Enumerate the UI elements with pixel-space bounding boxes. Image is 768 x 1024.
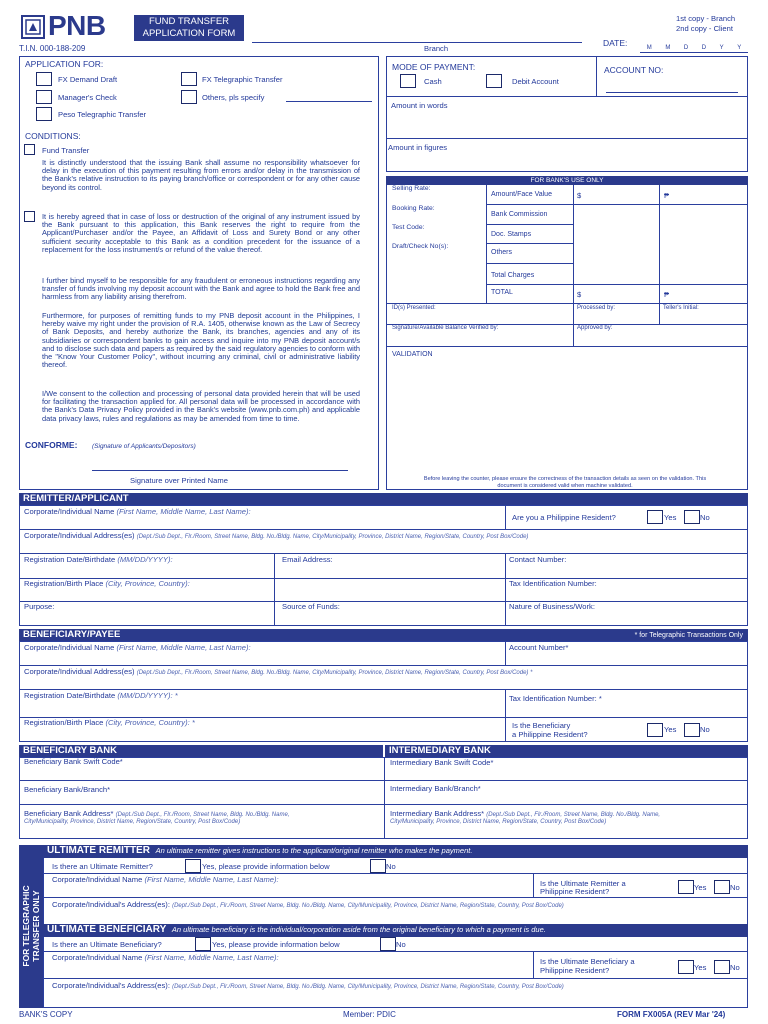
- bene-bank-branch-label: Beneficiary Bank/Branch*: [24, 785, 111, 794]
- beneficiary-title: [19, 629, 748, 641]
- beneficiary-grid-line: [19, 689, 748, 690]
- managers-check-checkbox[interactable]: [36, 90, 52, 104]
- ultimate-remitter-no-checkbox[interactable]: [370, 859, 386, 873]
- date-field[interactable]: [640, 38, 748, 53]
- remitter-reg-date-label: [24, 555, 173, 564]
- beneficiary-reg-date-label: [24, 691, 178, 700]
- inter-bank-address-hint: (Dept./Sub Dept., Flr./Room, Street Name, Bldg. No./Bldg. Name,: [486, 812, 661, 818]
- application-for-title: APPLICATION FOR:: [25, 59, 104, 69]
- bank-divider: [384, 757, 385, 839]
- inter-bank-address-hint-2: City/Municipality, Province, District Name, Region/State, Country, Post Box/Code): [390, 819, 607, 825]
- form-title: FUND TRANSFER APPLICATION FORM: [134, 15, 244, 41]
- ultimate-beneficiary-no-checkbox[interactable]: [380, 937, 396, 951]
- remitter-box: [19, 505, 748, 626]
- ur-resident-no-checkbox[interactable]: [714, 880, 730, 894]
- tellers-initial-label: Teller's Initial:: [663, 305, 699, 311]
- dollar-sign: $: [577, 191, 582, 200]
- bene-bank-address-hint-2: City/Municipality, Province, District Name, Region/State, Country, Post Box/Code): [24, 819, 241, 825]
- cash-checkbox[interactable]: [400, 74, 416, 88]
- ultimate-remitter-title: ULTIMATE REMITTER: [47, 845, 150, 856]
- branch-label: Branch: [424, 44, 449, 53]
- intermediary-bank-title: INTERMEDIARY BANK: [385, 745, 748, 757]
- fx-demand-checkbox[interactable]: [36, 72, 52, 86]
- ub-resident-no-label: No: [730, 963, 740, 972]
- inter-bank-branch-label: Intermediary Bank/Branch*: [390, 784, 481, 793]
- telegraphic-side-text-1: FOR TELEGRAPHIC: [21, 885, 31, 967]
- bene-bank-address-hint: (Dept./Sub Dept., Flr./Room, Street Name, Bldg. No./Bldg. Name,: [115, 812, 290, 818]
- conforme-hint: (Signature of Applicants/Depositors): [92, 443, 196, 450]
- ur-address-label: [52, 900, 564, 911]
- fx-telegraphic-checkbox[interactable]: [181, 72, 197, 86]
- bank-grid-line: [486, 185, 487, 303]
- doc-stamps-label: Doc. Stamps: [491, 231, 532, 238]
- ultimate-beneficiary-question: Is there an Ultimate Beneficiary?: [52, 940, 162, 949]
- beneficiary-resident-yes-checkbox[interactable]: [647, 723, 663, 737]
- cash-label: Cash: [424, 77, 442, 86]
- dollar-sign: $: [577, 290, 582, 299]
- beneficiary-name-label: [24, 643, 251, 652]
- beneficiary-name-hint: (First Name, Middle Name, Last Name):: [116, 643, 251, 652]
- bank-grid-line: [659, 185, 660, 325]
- remitter-address-text: Corporate/Individual Address(es): [24, 531, 135, 540]
- remitter-name-text: Corporate/Individual Name: [24, 507, 115, 516]
- beneficiary-address-label: [24, 667, 532, 678]
- debit-label: Debit Account: [512, 77, 559, 86]
- ur-resident-q2: Philippine Resident?: [540, 887, 610, 896]
- remitter-nature-label: Nature of Business/Work:: [509, 602, 595, 611]
- remitter-grid-line: [505, 553, 506, 626]
- remitter-source-label: Source of Funds:: [282, 602, 340, 611]
- remitter-title: REMITTER/APPLICANT: [19, 493, 748, 505]
- inter-bank-address-text: Intermediary Bank Address*: [390, 809, 485, 818]
- peso-sign: ₱: [664, 191, 670, 200]
- condition-para-3: I further bind myself to be responsible for any fraudulent or erroneous instructions regarding any transfer of funds involving my deposit account with the Bank and agree to hold the Bank free and harmless from any liability arising therefrom.: [42, 276, 360, 302]
- remitter-reg-place-text: Registration/Birth Place: [24, 579, 104, 588]
- ur-name-label: [52, 875, 279, 884]
- copy-branch: 1st copy - Branch: [676, 14, 736, 23]
- tt-grid-line: [43, 873, 748, 874]
- condition-para-1: It is distinctly understood that the issuing Bank shall assume no responsibility whatsoever for delay in the execution of this payment resulting from errors and/or delay in the transmission of the Bank's relative instruction to its paying branch/office or correspondent or for any other cause beyond its control.: [42, 158, 360, 192]
- tt-grid-line: [533, 951, 534, 978]
- date-char: D: [701, 45, 707, 51]
- amount-figures-label: Amount in figures: [388, 143, 448, 152]
- remitter-resident-no-checkbox[interactable]: [684, 510, 700, 524]
- others-charge-label: Others: [491, 249, 513, 256]
- beneficiary-grid-line: [505, 641, 506, 665]
- loss-agreement-checkbox[interactable]: [24, 211, 35, 222]
- amount-face-label: Amount/Face Value: [491, 191, 552, 198]
- remitter-grid-line: [19, 553, 748, 554]
- peso-sign: ₱: [664, 290, 670, 299]
- remitter-address-hint: (Dept./Sub Dept., Flr./Room, Street Name, Bldg. No./Bldg. Name, City/Municipality, Province, District Name, Region/State, Country, Post Box/Code): [136, 534, 529, 540]
- telegraphic-note: * for Telegraphic Transactions Only: [634, 632, 743, 639]
- tin: T.I.N. 000-188-209: [19, 44, 86, 53]
- date-char: M: [646, 45, 652, 51]
- remitter-grid-line: [274, 553, 275, 626]
- ultimate-remitter-question: Is there an Ultimate Remitter?: [52, 862, 153, 871]
- total-charges-label: Total Charges: [491, 272, 535, 279]
- signature-verified-label: Signature/Available Balance Verified by:: [392, 325, 499, 331]
- amount-words-label: Amount in words: [391, 101, 448, 110]
- fund-transfer-label: Fund Transfer: [42, 146, 90, 155]
- bene-bank-swift-label: Beneficiary Bank Swift Code*: [24, 757, 123, 766]
- ub-resident-no-checkbox[interactable]: [714, 960, 730, 974]
- member-pdic-label: Member: PDIC: [343, 1010, 396, 1019]
- remitter-grid-line: [505, 505, 506, 529]
- ultimate-beneficiary-header: [43, 924, 748, 937]
- beneficiary-resident-q2: a Philippine Resident?: [512, 730, 588, 739]
- mode-of-payment-title: MODE OF PAYMENT:: [392, 62, 476, 72]
- bank-grid-line: [486, 284, 748, 285]
- date-char: Y: [719, 45, 724, 51]
- remitter-email-label: Email Address:: [282, 555, 333, 564]
- ultimate-beneficiary-yes-checkbox[interactable]: [195, 937, 211, 951]
- remitter-name-hint: (First Name, Middle Name, Last Name):: [116, 507, 251, 516]
- ultimate-remitter-yes-checkbox[interactable]: [185, 859, 201, 873]
- payment-hline: [386, 96, 748, 97]
- brand-name: PNB: [48, 10, 106, 41]
- remitter-address-label: [24, 531, 528, 542]
- beneficiary-reg-place-label: [24, 718, 195, 727]
- ur-resident-q1: Is the Ultimate Remitter a: [540, 879, 626, 888]
- remitter-ph-resident-label: Are you a Philippine Resident?: [512, 513, 616, 522]
- date-char: D: [683, 45, 689, 51]
- beneficiary-title-text: BENEFICIARY/PAYEE: [23, 629, 121, 640]
- signature-label: Signature over Printed Name: [130, 476, 228, 485]
- condition-para-2: It is hereby agreed that in case of loss or destruction of the original of any instrument issued by the Bank pursuant to this application, this Bank reserves the right to require from the Applicant/Purchaser and/or the Payee, an Affidavit of Loss and Surety Bond or any other sufficient security acceptable to this Bank as a condition precedent for the issuance of a replacement for the loss instrument/s or refund of the value thereof.: [42, 212, 360, 254]
- remitter-purpose-label: Purpose:: [24, 602, 55, 611]
- managers-check-label: Manager's Check: [58, 93, 117, 102]
- beneficiary-reg-date-text: Registration Date/Birthdate: [24, 691, 116, 700]
- remitter-tin-label: Tax Identification Number:: [509, 579, 597, 588]
- branch-line: [252, 42, 582, 43]
- bank-grid-line: [486, 224, 573, 225]
- tt-grid-line: [43, 978, 748, 979]
- ub-address-label: [52, 981, 564, 992]
- fx-telegraphic-label: FX Telegraphic Transfer: [202, 75, 283, 84]
- ub-name-hint: (First Name, Middle Name, Last Name):: [144, 953, 279, 962]
- ub-address-hint: (Dept./Sub Dept., Flr./Room, Street Name, Bldg. No./Bldg. Name, City/Municipality, Province, District Name, Region/State, Country, Post Box/Code): [172, 984, 564, 990]
- date-char: Y: [737, 45, 742, 51]
- ub-address-text: Corporate/Individual's Address(es):: [52, 981, 170, 990]
- beneficiary-grid-line: [505, 689, 506, 742]
- payment-divider: [596, 56, 597, 96]
- beneficiary-account-label: Account Number*: [509, 643, 569, 652]
- bank-grid-line: [386, 303, 748, 304]
- ub-resident-yes-label: Yes: [694, 963, 707, 972]
- processed-by-label: Processed by:: [577, 305, 616, 311]
- remitter-name-label: [24, 507, 251, 516]
- beneficiary-reg-place-hint: (City, Province, Country): *: [105, 718, 195, 727]
- fund-transfer-checkbox[interactable]: [24, 144, 35, 155]
- beneficiary-resident-no-checkbox[interactable]: [684, 723, 700, 737]
- ultimate-beneficiary-no-label: No: [396, 940, 406, 949]
- others-checkbox[interactable]: [181, 90, 197, 104]
- beneficiary-address-text: Corporate/Individual Address(es): [24, 667, 135, 676]
- beneficiary-resident-q1: Is the Beneficiary: [512, 721, 571, 730]
- bank-grid-line: [19, 804, 748, 805]
- condition-para-5: I/We consent to the collection and processing of personal data provided herein that will be used for facilitating the transaction applied for. All personal data will be processed in accordance with the Bank's Data Privacy Policy provided in the Bank's website (www.pnb.com.ph) and applicable data privacy laws, rules and regulations as may be amended from time to time.: [42, 389, 360, 423]
- account-no-label: ACCOUNT NO:: [604, 65, 664, 75]
- remitter-yes-label: Yes: [664, 513, 677, 522]
- remitter-reg-place-hint: (City, Province, Country):: [105, 579, 190, 588]
- banks-copy-label: BANK'S COPY: [19, 1010, 73, 1019]
- test-code-label: Test Code:: [392, 224, 425, 231]
- telegraphic-side-label: [21, 885, 41, 966]
- copy-client: 2nd copy - Client: [676, 24, 733, 33]
- beneficiary-no-label: No: [700, 725, 710, 734]
- bank-grid-line: [486, 243, 573, 244]
- debit-checkbox[interactable]: [486, 74, 502, 88]
- payment-box: [386, 56, 748, 172]
- bene-bank-address-text: Beneficiary Bank Address*: [24, 809, 114, 818]
- ub-name-label: [52, 953, 279, 962]
- beneficiary-address-hint: (Dept./Sub Dept., Flr./Room, Street Name, Bldg. No./Bldg. Name, City/Municipality, Province, District Name, Region/State, Country, Post Box/Code) *: [136, 670, 533, 676]
- remitter-reg-place-label: [24, 579, 190, 588]
- beneficiary-reg-date-hint: (MM/DD/YYYY): *: [117, 691, 178, 700]
- account-no-line[interactable]: [606, 92, 738, 93]
- beneficiary-reg-place-text: Registration/Birth Place: [24, 718, 104, 727]
- ultimate-remitter-header: [43, 845, 748, 858]
- ids-presented-label: ID(s) Presented:: [392, 305, 436, 311]
- date-char: M: [665, 45, 671, 51]
- bank-grid-line: [486, 263, 573, 264]
- payment-hline2: [386, 138, 748, 139]
- telegraphic-side-text-2: TRANSFER ONLY: [31, 890, 41, 962]
- total-label: TOTAL: [491, 289, 513, 296]
- conforme-label: CONFORME:: [25, 440, 78, 450]
- signature-line[interactable]: [92, 470, 348, 471]
- date-label: DATE:: [603, 38, 628, 48]
- ultimate-beneficiary-title: ULTIMATE BENEFICIARY: [47, 924, 167, 935]
- bank-use-title: FOR BANK'S USE ONLY: [386, 176, 748, 185]
- pnb-logo: [21, 15, 45, 39]
- ultimate-remitter-no-label: No: [386, 862, 396, 871]
- bank-grid-line: [19, 780, 748, 781]
- remitter-no-label: No: [700, 513, 710, 522]
- ultimate-remitter-desc: An ultimate remitter gives instructions to the applicant/original remitter who makes the payment.: [155, 846, 473, 855]
- others-specify-line[interactable]: [286, 101, 372, 102]
- ur-resident-yes-checkbox[interactable]: [678, 880, 694, 894]
- ur-address-hint: (Dept./Sub Dept., Flr./Room, Street Name, Bldg. No./Bldg. Name, City/Municipality, Province, District Name, Region/State, Country, Post Box/Code): [172, 903, 564, 909]
- bank-grid-line: [486, 204, 748, 205]
- bank-grid-line: [573, 185, 574, 346]
- remitter-contact-label: Contact Number:: [509, 555, 567, 564]
- beneficiary-grid-line: [19, 665, 748, 666]
- tt-grid-line: [533, 873, 534, 897]
- remitter-grid-line: [19, 529, 748, 530]
- ultimate-beneficiary-desc: An ultimate beneficiary is the individual/corporation aside from the original beneficiary to which a payment is due.: [171, 925, 546, 934]
- ub-resident-yes-checkbox[interactable]: [678, 960, 694, 974]
- inter-bank-swift-label: Intermediary Bank Swift Code*: [390, 758, 494, 767]
- condition-para-4: Furthermore, for purposes of remitting funds to my PNB deposit account in the Philippines, I hereby waive my right under the provision of R.A. 1405, otherwise known as the Law of Secrecy of Bank Deposits, and hereby authorize the Bank, its branches, agencies and any of its subsidiaries or correspondent banks to gain access and inquire into my PNB deposit account/s and to disclose such data and papers as required by the said regulatory agencies to conform with the "Know Your Customer Policy", without incurring any criminal, civil or administrative liability thereof.: [42, 311, 360, 370]
- ub-resident-q2: Philippine Resident?: [540, 966, 610, 975]
- remitter-grid-line: [19, 601, 748, 602]
- tt-grid-line: [43, 897, 748, 898]
- peso-telegraphic-label: Peso Telegraphic Transfer: [58, 110, 147, 119]
- ultimate-beneficiary-yes-label: Yes, please provide information below: [212, 940, 340, 949]
- booking-rate-label: Booking Rate:: [392, 205, 435, 212]
- application-box: [19, 56, 379, 490]
- bank-commission-label: Bank Commission: [491, 211, 548, 218]
- conditions-title: CONDITIONS:: [25, 131, 81, 141]
- selling-rate-label: Selling Rate:: [392, 185, 431, 192]
- validation-note: Before leaving the counter, please ensure the correctness of the transaction details as seen on the validation. This document is considered valid when machine validated.: [423, 476, 707, 489]
- remitter-resident-yes-checkbox[interactable]: [647, 510, 663, 524]
- ur-resident-yes-label: Yes: [694, 883, 707, 892]
- fx-demand-label: FX Demand Draft: [58, 75, 118, 84]
- form-number-label: FORM FX005A (REV Mar '24): [617, 1010, 726, 1019]
- remitter-reg-date-hint: (MM/DD/YYYY):: [117, 555, 173, 564]
- validation-label: VALIDATION: [392, 351, 433, 358]
- beneficiary-tin-label: Tax Identification Number: *: [509, 694, 602, 703]
- others-label: Others, pls specify: [202, 93, 265, 102]
- ur-name-hint: (First Name, Middle Name, Last Name):: [144, 875, 279, 884]
- remitter-reg-date-text: Registration Date/Birthdate: [24, 555, 116, 564]
- ur-name-text: Corporate/Individual Name: [52, 875, 143, 884]
- peso-telegraphic-checkbox[interactable]: [36, 107, 52, 121]
- approved-by-label: Approved by:: [577, 325, 613, 331]
- tt-grid-line: [43, 951, 748, 952]
- ub-name-text: Corporate/Individual Name: [52, 953, 143, 962]
- draft-check-label: Draft/Check No(s):: [392, 243, 449, 250]
- beneficiary-bank-title: BENEFICIARY BANK: [19, 745, 383, 757]
- ur-address-text: Corporate/Individual's Address(es):: [52, 900, 170, 909]
- beneficiary-name-text: Corporate/Individual Name: [24, 643, 115, 652]
- ur-resident-no-label: No: [730, 883, 740, 892]
- ultimate-remitter-yes-label: Yes, please provide information below: [202, 862, 330, 871]
- beneficiary-yes-label: Yes: [664, 725, 677, 734]
- bank-grid-line: [386, 346, 748, 347]
- ub-resident-q1: Is the Ultimate Beneficiary a: [540, 957, 635, 966]
